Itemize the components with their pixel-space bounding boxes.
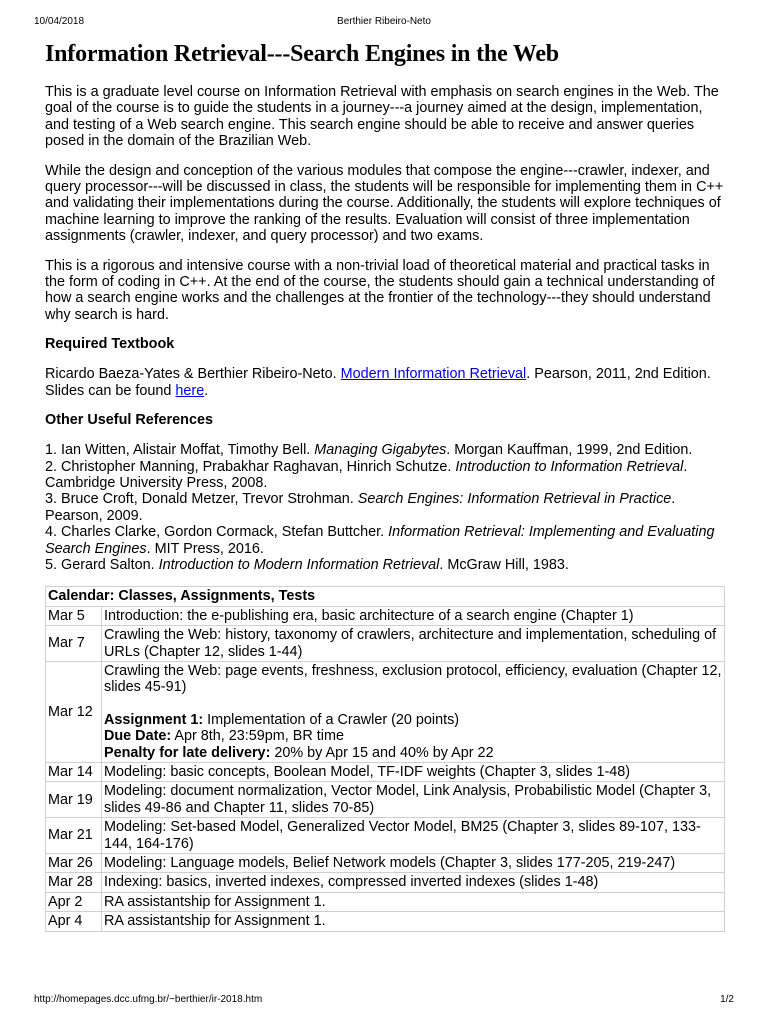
table-row	[46, 818, 725, 854]
assignment-label: Assignment 1:	[104, 711, 204, 728]
table-row	[46, 854, 725, 873]
intro-paragraph-2: While the design and conception of the various modules that compose the engine---crawler, indexer, and query processor---will be discussed in class, the students will be responsible for implementing them in C++ and validating their implementations during the course. Additionally, the students will explore techniques of machine learning to improve the ranking of the results. Evaluation will consist of three implementation assignments (crawler, indexer, and query processor) and two exams.	[45, 162, 724, 245]
due-date-text: Apr 8th, 23:59pm, BR time	[171, 728, 344, 745]
due-date-label: Due Date:	[104, 728, 172, 745]
table-row	[46, 763, 725, 782]
reference-item: 2. Christopher Manning, Prabakhar Raghavan, Hinrich Schutze. Introduction to Information Retrieval. Cambridge University Press, 2008.	[45, 458, 688, 491]
print-title: Berthier Ribeiro-Neto	[337, 16, 431, 27]
penalty-text: 20% by Apr 15 and 40% by Apr 22	[270, 744, 494, 761]
references-heading: Other Useful References	[45, 412, 213, 429]
calendar-topic: Modeling: Set-based Model, Generalized Vector Model, BM25 (Chapter 3, slides 89-107, 133-144, 164-176)	[102, 818, 725, 854]
penalty-label: Penalty for late delivery:	[104, 744, 271, 761]
textbook-authors: Ricardo Baeza-Yates & Berthier Ribeiro-Neto.	[45, 366, 341, 383]
table-row	[46, 873, 725, 892]
textbook-heading: Required Textbook	[45, 336, 175, 353]
slides-suffix: .	[204, 382, 209, 399]
reference-item: 5. Gerard Salton. Introduction to Modern Information Retrieval. McGraw Hill, 1983.	[45, 556, 569, 573]
calendar-topic: Crawling the Web: history, taxonomy of crawlers, architecture and implementation, scheduling of URLs (Chapter 12, slides 1-44)	[102, 626, 725, 662]
table-row	[46, 661, 725, 762]
references-list	[45, 442, 725, 573]
textbook-citation	[45, 366, 725, 399]
textbook-link[interactable]: Modern Information Retrieval	[340, 366, 527, 383]
calendar-date: Mar 26	[46, 854, 102, 873]
table-row	[46, 892, 725, 911]
slides-link[interactable]: here	[175, 382, 205, 399]
page-title: Information Retrieval---Search Engines in the Web	[45, 41, 559, 67]
calendar-table	[45, 586, 725, 931]
page-number: 1/2	[720, 994, 734, 1005]
calendar-topic: RA assistantship for Assignment 1.	[102, 892, 725, 911]
calendar-date: Mar 5	[46, 606, 102, 625]
calendar-topic: Modeling: basic concepts, Boolean Model, TF-IDF weights (Chapter 3, slides 1-48)	[102, 763, 725, 782]
print-url: http://homepages.dcc.ufmg.br/~berthier/ir-2018.htm	[34, 994, 263, 1005]
calendar-date: Mar 12	[46, 661, 102, 762]
calendar-topic: Modeling: document normalization, Vector Model, Link Analysis, Probabilistic Model (Chapter 3, slides 49-86 and Chapter 11, slides 70-85)	[102, 782, 725, 818]
table-row	[46, 626, 725, 662]
intro-paragraph-3: This is a rigorous and intensive course with a non-trivial load of theoretical material and practical tasks in the form of coding in C++. At the end of the course, the students should gain a technical understanding of how a search engine works and the challenges at the frontier of the technology---they should understand why search is hard.	[45, 257, 715, 323]
print-header	[34, 16, 734, 30]
calendar-date: Apr 4	[46, 912, 102, 931]
calendar-topic: Modeling: Language models, Belief Network models (Chapter 3, slides 177-205, 219-247)	[102, 854, 725, 873]
calendar-date: Apr 2	[46, 892, 102, 911]
calendar-date: Mar 21	[46, 818, 102, 854]
textbook-details: . Pearson, 2011, 2nd Edition.	[526, 366, 711, 383]
assignment-text: Implementation of a Crawler (20 points)	[203, 711, 460, 728]
calendar-date: Mar 28	[46, 873, 102, 892]
calendar-topic: Indexing: basics, inverted indexes, compressed inverted indexes (slides 1-48)	[102, 873, 725, 892]
reference-item: 4. Charles Clarke, Gordon Cormack, Stefan Buttcher. Information Retrieval: Implementing and Evaluating Search Engines. MIT Press, 2016.	[45, 524, 715, 557]
table-row	[46, 912, 725, 931]
calendar-date: Mar 14	[46, 763, 102, 782]
print-footer	[34, 994, 734, 1008]
calendar-topic: RA assistantship for Assignment 1.	[102, 912, 725, 931]
intro-paragraph-1: This is a graduate level course on Information Retrieval with emphasis on search engines in the Web. The goal of the course is to guide the students in a journey---a journey aimed at the design, implementation, and testing of a Web search engine. This search engine should be able to receive and answer queries posed in the domain of the Brazilian Web.	[45, 84, 719, 150]
calendar-date: Mar 19	[46, 782, 102, 818]
print-date: 10/04/2018	[34, 16, 85, 27]
calendar-header-row	[46, 587, 725, 606]
calendar-heading: Calendar: Classes, Assignments, Tests	[46, 587, 725, 606]
reference-item: 1. Ian Witten, Alistair Moffat, Timothy Bell. Managing Gigabytes. Morgan Kauffman, 1999, 2nd Edition.	[45, 442, 693, 459]
calendar-date: Mar 7	[46, 626, 102, 662]
table-row	[46, 782, 725, 818]
page-content	[45, 40, 725, 932]
reference-item: 3. Bruce Croft, Donald Metzer, Trevor Strohman. Search Engines: Information Retrieval in Practice. Pearson, 2009.	[45, 491, 676, 524]
calendar-topic: Crawling the Web: page events, freshness, exclusion protocol, efficiency, evaluation (Chapter 12, slides 45-91)	[104, 662, 722, 696]
slides-prefix: Slides can be found	[45, 382, 176, 399]
calendar-topic-assignment	[102, 661, 725, 762]
table-row	[46, 606, 725, 625]
calendar-topic: Introduction: the e-publishing era, basic architecture of a search engine (Chapter 1)	[102, 606, 725, 625]
